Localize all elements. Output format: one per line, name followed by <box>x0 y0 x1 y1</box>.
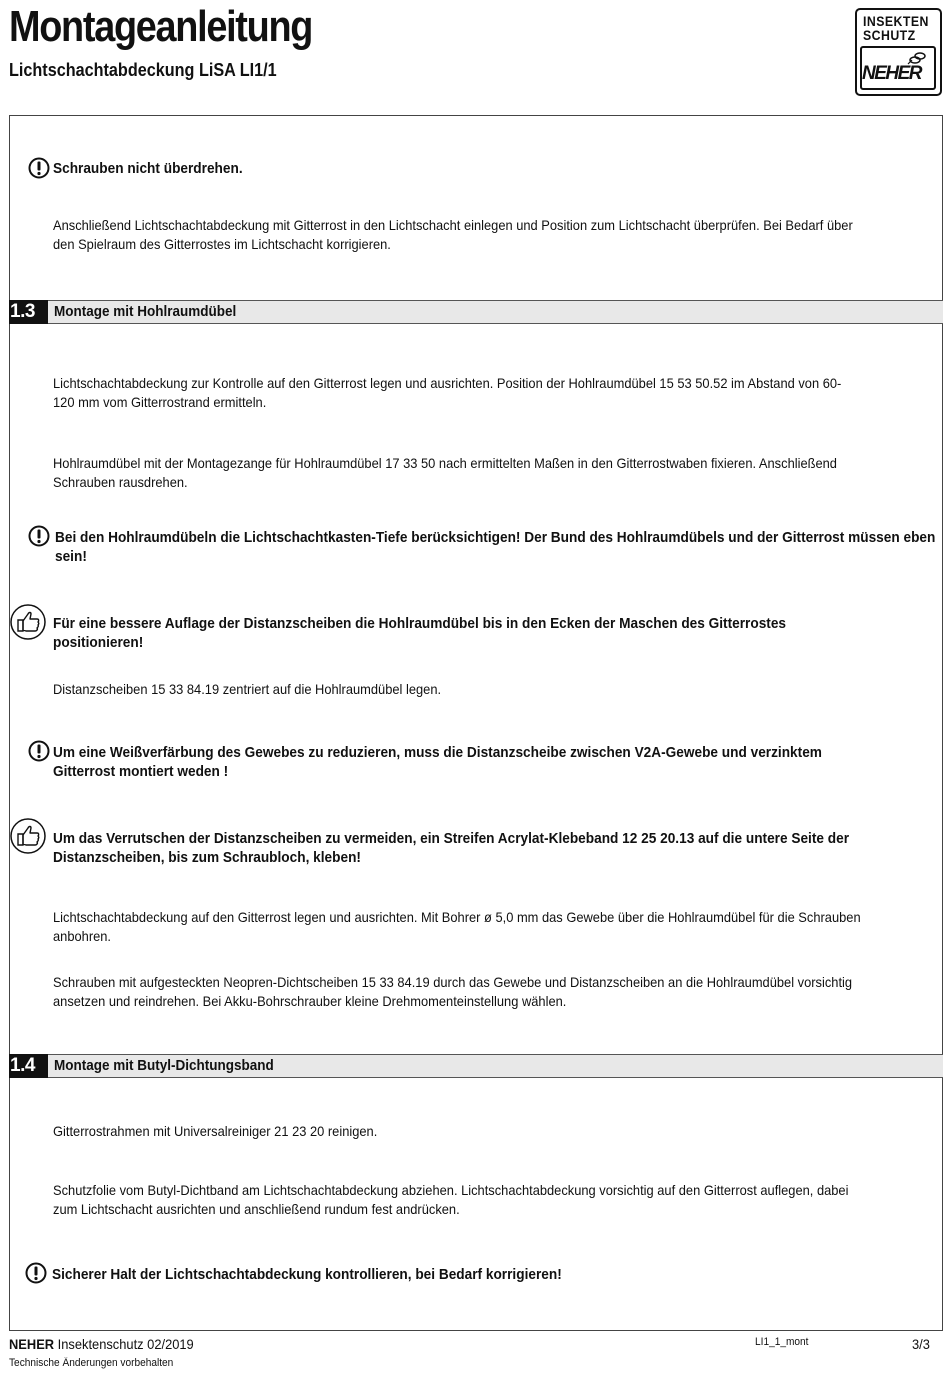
footer-brand <box>9 1336 194 1352</box>
instruction-text: Hohlraumdübel mit der Montagezange für Hohlraumdübel 17 33 50 nach ermittelten Maßen in den Gitterrostwaben fixieren. Anschließend Schrauben rausdrehen. <box>53 455 837 490</box>
section-header-1-4 <box>9 1054 943 1078</box>
footer-page-number: 3/3 <box>912 1336 930 1352</box>
section-number-tail <box>39 1054 48 1078</box>
warning-note: Bei den Hohlraumdübeln die Lichtschachtkasten-Tiefe berücksichtigen! Der Bund des Hohlraumdübels und der Gitterrost müssen eben sein! <box>55 529 936 565</box>
logo-brand: NEHER <box>862 63 922 84</box>
logo-line1: INSEKTEN <box>863 13 929 29</box>
tip-note: Um das Verrutschen der Distanzscheiben zu vermeiden, ein Streifen Acrylat-Klebeband 12 25 20.13 auf die untere Seite der Distanzscheiben, bis zum Schraubloch, kleben! <box>53 830 850 866</box>
instruction-text: Lichtschachtabdeckung auf den Gitterrost legen und ausrichten. Mit Bohrer ø 5,0 mm das Gewebe über die Hohlraumdübel für die Schrauben anbohren. <box>53 909 861 944</box>
section-title: Montage mit Hohlraumdübel <box>54 303 237 320</box>
section-header-1-3 <box>9 300 943 324</box>
content-frame <box>9 115 943 1331</box>
exclamation-circle-icon <box>28 157 50 179</box>
footer-brand-rest: Insektenschutz 02/2019 <box>54 1336 194 1352</box>
warning-note: Um eine Weißverfärbung des Gewebes zu reduzieren, muss die Distanzscheibe zwischen V2A-Gewebe und verzinktem Gitterrost montiert weden ! <box>53 744 822 780</box>
page-subtitle: Lichtschachtabdeckung LiSA LI1/1 <box>9 60 277 80</box>
page-title: Montageanleitung <box>9 2 313 51</box>
footer-document-code: LI1_1_mont <box>755 1336 809 1348</box>
warning-note: Schrauben nicht überdrehen. <box>53 160 243 177</box>
thumbs-up-icon <box>9 817 47 855</box>
section-number-tail <box>39 300 48 324</box>
footer-note: Technische Änderungen vorbehalten <box>9 1357 174 1369</box>
exclamation-circle-icon <box>28 740 50 762</box>
exclamation-circle-icon <box>28 525 50 547</box>
instruction-text: Schutzfolie vom Butyl-Dichtband am Lichtschachtabdeckung abziehen. Lichtschachtabdeckung vorsichtig auf den Gitterrost auflegen, dabei zum Lichtschacht ausrichten und anschließend rundum fest andrücken. <box>53 1182 849 1217</box>
instruction-text: Gitterrostrahmen mit Universalreiniger 21 23 20 reinigen. <box>53 1123 378 1139</box>
instruction-text: Schrauben mit aufgesteckten Neopren-Dichtscheiben 15 33 84.19 durch das Gewebe und Distanzscheiben an die Hohlraumdübel vorsichtig ansetzen und reindrehen. Bei Akku-Bohrschrauber kleine Drehmomenteinstellung wählen. <box>53 974 853 1009</box>
instruction-text: Anschließend Lichtschachtabdeckung mit Gitterrost in den Lichtschacht einlegen und Position zum Lichtschacht überprüfen. Bei Bedarf über den Spielraum des Gitterrostes im Lichtschacht korrigieren. <box>53 217 853 252</box>
section-number: 1.3 <box>9 300 39 324</box>
thumbs-up-icon <box>9 603 47 641</box>
instruction-text: Distanzscheiben 15 33 84.19 zentriert auf die Hohlraumdübel legen. <box>53 681 442 697</box>
section-number: 1.4 <box>9 1054 39 1078</box>
warning-note: Sicherer Halt der Lichtschachtabdeckung kontrollieren, bei Bedarf korrigieren! <box>52 1266 562 1283</box>
footer-brand-name: NEHER <box>9 1336 55 1352</box>
logo-line2: SCHUTZ <box>863 27 916 43</box>
section-title: Montage mit Butyl-Dichtungsband <box>54 1057 274 1074</box>
neher-logo <box>855 8 942 96</box>
tip-note: Für eine bessere Auflage der Distanzscheiben die Hohlraumdübel bis in den Ecken der Maschen des Gitterrostes positionieren! <box>53 615 787 651</box>
instruction-text: Lichtschachtabdeckung zur Kontrolle auf den Gitterrost legen und ausrichten. Position der Hohlraumdübel 15 53 50.52 im Abstand von 60-120 mm vom Gitterrostrand ermitteln. <box>53 375 842 410</box>
exclamation-circle-icon <box>25 1262 47 1284</box>
